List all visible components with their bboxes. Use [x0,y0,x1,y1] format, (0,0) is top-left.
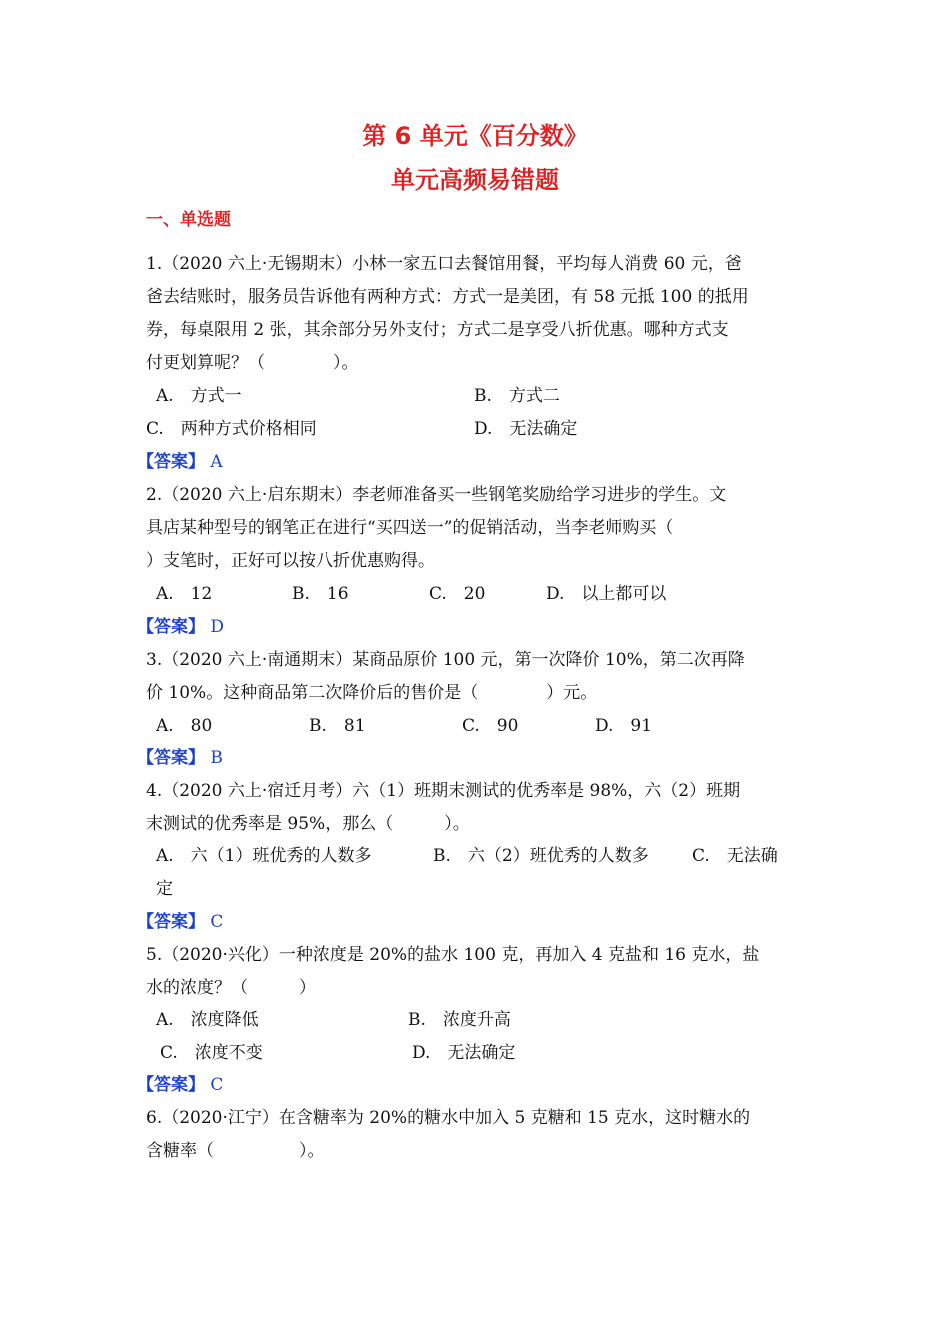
question-1-option-d: D. 无法确定 [474,419,578,439]
question-3-option-a: A. 80 [156,716,213,736]
question-1-line: 1.（2020 六上·无锡期末）小林一家五口去餐馆用餐，平均每人消费 60 元，爸 [146,254,742,274]
question-2-option-d: D. 以上都可以 [546,584,667,604]
question-2-answer [137,615,224,639]
question-4-option-c-continued: 定 [156,879,173,899]
question-6-line: 6.（2020·江宁）在含糖率为 20%的糖水中加入 5 克糖和 15 克水，这时糖水的 [146,1108,751,1128]
answer-label: 【答案】 [137,617,205,637]
question-6-line: 含糖率（ ）。 [146,1141,325,1161]
answer-value: D [210,617,225,637]
question-3-line: 3.（2020 六上·南通期末）某商品原价 100 元，第一次降价 10%，第二次再降 [146,650,745,670]
question-5-option-a: A. 浓度降低 [156,1010,259,1030]
answer-value: C [210,912,224,932]
answer-value: B [210,748,223,768]
question-4-option-b: B. 六（2）班优秀的人数多 [433,846,649,866]
document-title: 第 6 单元《百分数》 [362,122,588,150]
question-3-line: 价 10%。这种商品第二次降价后的售价是（ ）元。 [146,683,598,703]
question-2-line: 2.（2020 六上·启东期末）李老师准备买一些钢笔奖励给学习进步的学生。文 [146,485,727,505]
question-3-option-d: D. 91 [595,716,653,736]
question-3-answer [137,746,223,770]
answer-label: 【答案】 [137,748,205,768]
answer-value: C [210,1075,224,1095]
question-2-option-c: C. 20 [429,584,486,604]
answer-label: 【答案】 [137,1075,205,1095]
question-2-option-a: A. 12 [156,584,213,604]
answer-value: A [210,452,223,472]
question-1-option-c: C. 两种方式价格相同 [146,419,317,439]
answer-label: 【答案】 [137,452,205,472]
question-1-option-a: A. 方式一 [156,386,242,406]
question-2-option-b: B. 16 [292,584,349,604]
question-1-line: 爸去结账时，服务员告诉他有两种方式：方式一是美团，有 58 元抵 100 的抵用 [146,287,749,307]
question-4-option-a: A. 六（1）班优秀的人数多 [156,846,372,866]
question-5-line: 水的浓度？（ ） [146,978,316,998]
question-3-option-b: B. 81 [309,716,366,736]
question-4-answer [137,910,223,934]
question-1-option-b: B. 方式二 [474,386,560,406]
section-heading: 一、单选题 [146,210,231,230]
question-5-option-c: C. 浓度不变 [160,1043,263,1063]
document-subtitle: 单元高频易错题 [391,166,559,194]
question-5-line: 5.（2020·兴化）一种浓度是 20%的盐水 100 克，再加入 4 克盐和 16 克水，盐 [146,945,760,965]
question-4-line: 末测试的优秀率是 95%，那么（ ）。 [146,814,470,834]
question-5-option-d: D. 无法确定 [412,1043,516,1063]
answer-label: 【答案】 [137,912,205,932]
question-4-option-c: C. 无法确 [692,846,778,866]
question-3-option-c: C. 90 [462,716,519,736]
question-5-option-b: B. 浓度升高 [408,1010,511,1030]
question-2-line: 具店某种型号的钢笔正在进行“买四送一”的促销活动，当李老师购买（ [146,518,674,538]
question-4-line: 4.（2020 六上·宿迁月考）六（1）班期末测试的优秀率是 98%，六（2）班期 [146,781,741,801]
question-2-line: ）支笔时，正好可以按八折优惠购得。 [146,551,435,571]
question-1-line: 券，每桌限用 2 张，其余部分另外支付；方式二是享受八折优惠。哪种方式支 [146,320,729,340]
question-5-answer [137,1073,223,1097]
question-1-line: 付更划算呢？（ ）。 [146,353,359,373]
question-1-answer [137,450,223,474]
